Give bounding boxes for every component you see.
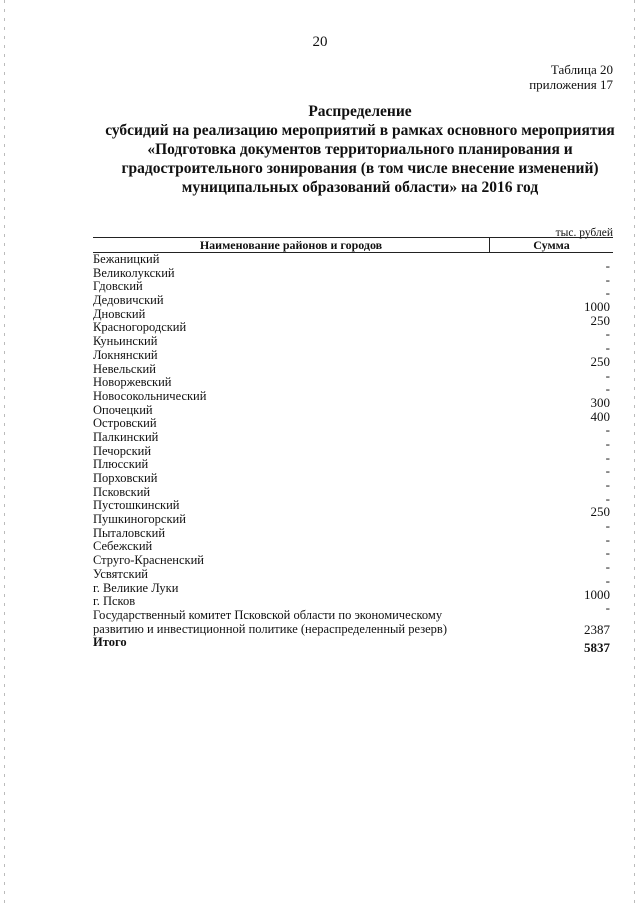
district-name: Локнянский: [93, 347, 158, 362]
left-scan-edge: [4, 0, 5, 905]
district-sum: -: [605, 449, 610, 465]
table-body: [93, 252, 613, 616]
district-sum: -: [605, 367, 610, 383]
district-sum: -: [605, 422, 610, 438]
district-sum: 1000: [584, 586, 610, 602]
district-sum: -: [605, 340, 610, 356]
district-sum: -: [605, 258, 610, 273]
district-name: Островский: [93, 416, 157, 431]
district-sum: -: [605, 381, 610, 397]
units-label: тыс. рублей: [555, 227, 613, 239]
district-name: Опочецкий: [93, 402, 153, 417]
district-name: Куньинский: [93, 334, 158, 349]
committee-name: Государственный комитет Псковской области по экономическому развитию и инвестиционной политике (нераспределенный резерв): [93, 607, 447, 636]
district-name: Плюсский: [93, 457, 149, 472]
district-sum: -: [605, 435, 610, 451]
district-sum: -: [605, 490, 610, 506]
district-sum: -: [605, 271, 610, 287]
subsidy-table: [93, 237, 613, 656]
district-sum: -: [605, 572, 610, 588]
district-name: Пустошкинский: [93, 498, 180, 513]
district-name: Новоржевский: [93, 375, 172, 390]
district-name: Невельский: [93, 361, 156, 376]
district-name: Дновский: [93, 306, 146, 321]
district-name: Бежаницкий: [93, 252, 160, 266]
district-sum: -: [605, 463, 610, 479]
district-sum: 250: [590, 504, 610, 520]
title-line3: «Подготовка документов территориального планирования и: [147, 141, 573, 158]
district-name: Гдовский: [93, 279, 143, 294]
district-sum: -: [605, 285, 610, 301]
district-sum: -: [605, 600, 610, 616]
district-sum: 250: [590, 353, 610, 369]
total-label: Итого: [93, 635, 127, 650]
district-sum: -: [605, 326, 610, 342]
district-name: г. Псков: [93, 594, 136, 609]
district-sum: -: [605, 518, 610, 534]
district-sum: 1000: [584, 299, 610, 315]
table-ref-line1: Таблица 20: [550, 62, 613, 77]
district-name: Псковский: [93, 484, 151, 499]
table-header: [93, 237, 613, 253]
header-sum: Сумма: [533, 238, 570, 252]
district-name: Пыталовский: [93, 525, 166, 540]
district-name: Порховский: [93, 471, 158, 485]
district-name: Великолукский: [93, 265, 175, 280]
district-name: Новосокольнический: [93, 388, 207, 403]
district-name: Палкинский: [93, 429, 159, 444]
district-sum: -: [605, 545, 610, 561]
district-name: Дедовичский: [93, 293, 164, 308]
committee-sum: 2387: [584, 621, 610, 637]
district-name: Печорский: [93, 443, 152, 458]
table-reference: [529, 62, 613, 92]
district-sum: -: [605, 531, 610, 547]
table-ref-line2: приложения 17: [529, 77, 613, 92]
page-number: 20: [312, 34, 328, 50]
district-sum: 300: [590, 394, 610, 410]
district-name: Усвятский: [93, 566, 148, 581]
district-name: Струго-Красненский: [93, 553, 204, 568]
district-name: Себежский: [93, 539, 153, 554]
district-name: г. Великие Луки: [93, 580, 179, 595]
district-name: Пушкиногорский: [93, 512, 186, 527]
title-line5: муниципальных образований области» на 2016 год: [181, 179, 539, 196]
district-sum: -: [605, 559, 610, 575]
header-name: Наименование районов и городов: [93, 238, 490, 252]
district-name: Красногородский: [93, 320, 187, 335]
title-line2: субсидий на реализацию мероприятий в рамках основного мероприятия: [105, 122, 615, 139]
district-sum: -: [605, 477, 610, 492]
title-line1: Распределение: [308, 103, 412, 120]
district-sum: 400: [590, 408, 610, 424]
total-sum: 5837: [584, 640, 610, 656]
district-sum: 250: [590, 312, 610, 328]
title-line4: градостроительного зонирования (в том числе внесение изменений): [121, 160, 599, 177]
document-title: [60, 102, 640, 197]
